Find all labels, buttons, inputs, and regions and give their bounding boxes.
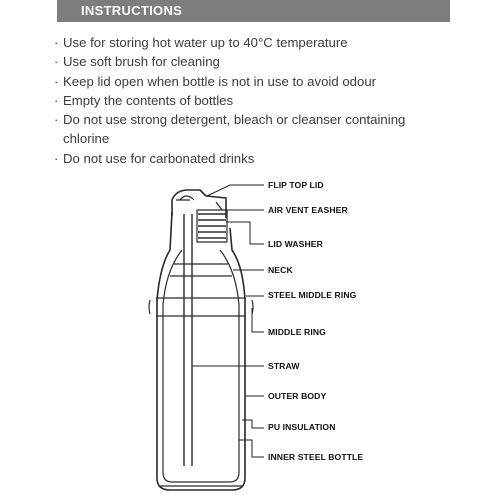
label-neck: NECK [268, 265, 293, 275]
bullet-dot: · [54, 112, 59, 128]
leader-inner-steel [239, 440, 264, 457]
leader-middle-ring [252, 308, 264, 332]
label-steel-middle-ring: STEEL MIDDLE RING [268, 290, 357, 300]
instruction-text: Use for storing hot water up to 40°C temperature [63, 35, 348, 50]
instruction-text: Use soft brush for cleaning [63, 54, 220, 70]
label-inner-steel-bottle: INNER STEEL BOTTLE [268, 452, 364, 462]
bottle-neck [170, 264, 232, 276]
instruction-text: Do not use strong detergent, bleach or cleanser containing chlorine [63, 112, 406, 147]
bullet-dot: · [54, 92, 59, 108]
label-lid-washer: LID WASHER [268, 239, 323, 249]
bullet-dot: · [54, 73, 59, 89]
bottle-lid-washer [198, 214, 226, 238]
label-air-vent-easher: AIR VENT EASHER [268, 205, 348, 215]
bottle-outer-body [157, 212, 245, 490]
header-title: INSTRUCTIONS [81, 3, 183, 18]
label-straw: STRAW [268, 361, 300, 371]
bullet-dot: · [54, 35, 59, 50]
instruction-text: Keep lid open when bottle is not in use to avoid odour [63, 73, 377, 89]
label-pu-insulation: PU INSULATION [268, 422, 336, 432]
label-flip-top-lid: FLIP TOP LID [268, 180, 324, 190]
instruction-text: Empty the contents of bottles [63, 92, 234, 108]
label-outer-body: OUTER BODY [268, 391, 327, 401]
bullet-dot: · [54, 150, 59, 166]
instruction-text: Do not use for carbonated drinks [63, 150, 255, 166]
bottle-straw [184, 214, 192, 466]
label-middle-ring: MIDDLE RING [268, 327, 326, 337]
bullet-dot: · [54, 54, 59, 70]
leader-flip-top-lid [207, 185, 264, 196]
bottle-middle-ring [156, 298, 246, 316]
